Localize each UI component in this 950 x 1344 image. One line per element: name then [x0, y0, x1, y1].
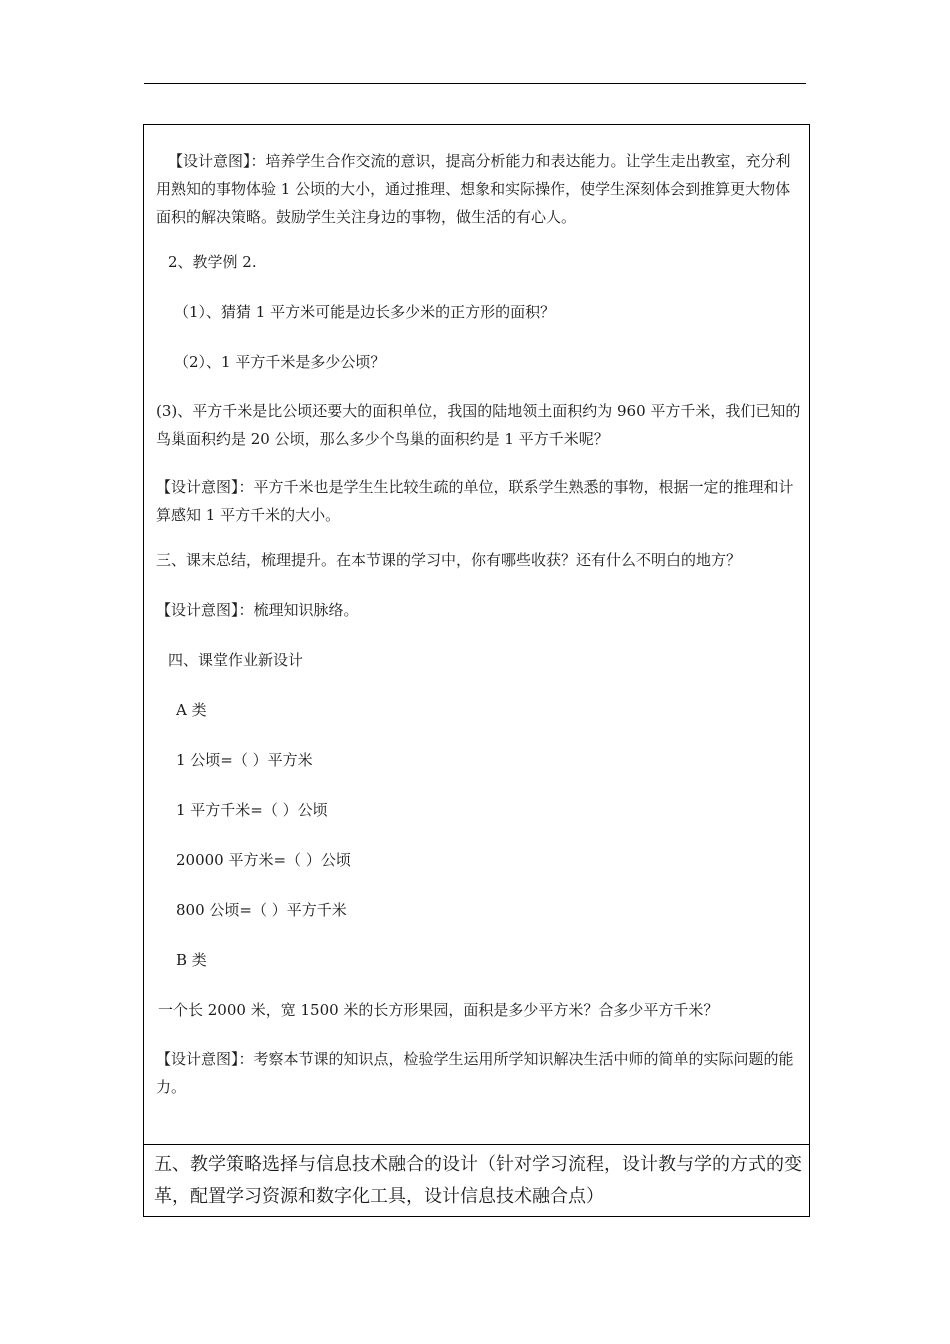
example-2-heading: 2、教学例 2.	[168, 253, 257, 271]
exercise-a-3: 20000 平方米=（ ）公顷	[176, 851, 351, 869]
question-2: （2）、1 平方千米是多少公顷？	[174, 353, 386, 371]
design-intent-paragraph-3: 【设计意图】：梳理知识脉络。	[156, 601, 359, 619]
question-1: （1）、猜猜 1 平方米可能是边长多少米的正方形的面积？	[174, 303, 556, 321]
exercise-a-1: 1 公顷=（ ）平方米	[176, 751, 313, 769]
lesson-table	[143, 124, 810, 1217]
section-four-heading: 四、课堂作业新设计	[168, 651, 304, 669]
design-intent-paragraph-4: 【设计意图】：考察本节课的知识点，检验学生运用所学知识解决生活中师的简单的实际问题的能力。	[156, 1050, 794, 1096]
section-three-summary: 三、课末总结，梳理提升。在本节课的学习中，你有哪些收获？还有什么不明白的地方？	[156, 551, 742, 569]
header-rule	[144, 83, 806, 84]
section-five-heading: 五、教学策略选择与信息技术融合的设计（针对学习流程，设计教与学的方式的变革，配置学习资源和数字化工具，设计信息技术融合点）	[154, 1154, 802, 1207]
question-3: (3)、平方千米是比公顷还要大的面积单位，我国的陆地领土面积约为 960 平方千米，我们已知的鸟巢面积约是 20 公顷，那么多少个鸟巢的面积约是 1 平方千米呢？	[156, 402, 801, 448]
exercise-a-2: 1 平方千米=（ ）公顷	[176, 801, 328, 819]
category-b-label: B 类	[176, 951, 207, 969]
design-intent-paragraph-1: 【设计意图】：培养学生合作交流的意识，提高分析能力和表达能力。让学生走出教室，充分利用熟知的事物体验 1 公顷的大小，通过推理、想象和实际操作，使学生深刻体会到推算更大物体面积的解决策略。鼓励学生关注身边的事物，做生活的有心人。	[156, 152, 791, 226]
category-a-label: A 类	[176, 701, 207, 719]
exercise-a-4: 800 公顷=（ ）平方千米	[176, 901, 347, 919]
design-intent-paragraph-2: 【设计意图】：平方千米也是学生生比较生疏的单位，联系学生熟悉的事物，根据一定的推理和计算感知 1 平方千米的大小。	[156, 478, 794, 524]
exercise-b-1: 一个长 2000 米，宽 1500 米的长方形果园，面积是多少平方米？合多少平方千米？	[158, 1001, 719, 1019]
